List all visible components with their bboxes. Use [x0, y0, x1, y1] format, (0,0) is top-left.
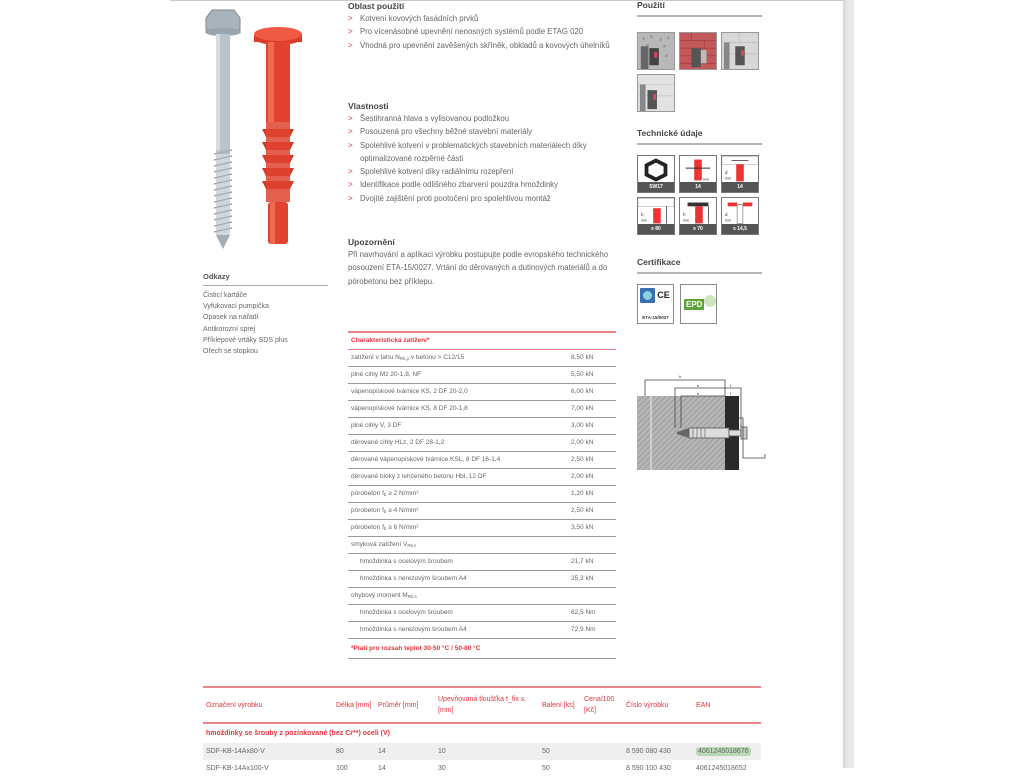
property-item: > Spolehlivé kotvení díky radiálnímu rozepření [348, 165, 618, 178]
table-row: SDF-KB-14Ax100-V 100 14 30 50 8 590 100 430 4061245018652 [206, 765, 747, 772]
svg-text:d: d [724, 212, 728, 218]
table-row: děrované bloky z lehčeného betonu Hbl, 12 DF 2,00 kN [348, 468, 616, 485]
related-link[interactable]: Antikorozní sprej [203, 325, 256, 333]
certification-title: Certifikace [637, 257, 762, 274]
related-link[interactable]: Opasek na nářadí [203, 314, 259, 322]
table-row: plné cihly Mz 20-1,8, NF 5,50 kN [348, 366, 616, 383]
table-row: hmoždinka s nerezovým šroubem A4 25,3 kN [348, 570, 616, 587]
drill-depth-icon: h mm ≥ 80 [637, 197, 675, 235]
eta-ce-certificate-icon: CE ETA-15/0027 [637, 284, 674, 324]
table-row: vápenopískové tvárnice KS, 8 DF 20-1,8 7,00 kN [348, 400, 616, 417]
related-link[interactable]: Příklepové vrtáky SDS plus [203, 336, 288, 344]
table-row: hmoždinka s nerezovým šroubem A4 72,9 Nm [348, 621, 616, 638]
table-row: SDF-KB-14Ax80-V 80 14 10 50 8 590 080 430 4061245018676 [203, 743, 761, 760]
svg-text:h: h [679, 374, 682, 379]
application-item: > Vhodná pro upevnění zavěšených skříněk, obkladů a kovových úhelníků [348, 39, 618, 52]
col-header-tfix: Upevňovaná tloušťka t_fix ≤ [mm] [435, 687, 539, 723]
related-links-section [203, 272, 328, 357]
right-column [637, 0, 762, 324]
application-item: > Kotvení kovových fasádních prvků [348, 12, 618, 25]
product-group-label: hmoždinky se šrouby z pozinkované (bez Cr**) oceli (V) [206, 730, 390, 737]
viewer-side-bar [843, 0, 854, 768]
related-link[interactable]: Vyfukovací pumpička [203, 303, 269, 311]
svg-text:d: d [724, 170, 728, 176]
limestone-usage-icon [721, 32, 759, 70]
svg-text:mm: mm [640, 218, 648, 223]
col-header-length: Délka [mm] [333, 687, 375, 723]
table-row: vápenopískové tvárnice KS, 2 DF 20-2,0 6,00 kN [348, 383, 616, 400]
table-row: pórobeton fb ≥ 4 N/mm² 2,50 kN [348, 502, 616, 519]
col-header-price: Cena/100 [Kč] [581, 687, 623, 723]
property-item: > Šestihranná hlava s vylisovanou podložkou [348, 112, 618, 125]
drill-diameter-icon: d mm 14 [721, 155, 759, 193]
property-item: > Dvojité zajištění proti pootočení pro spolehlivou montáž [348, 192, 618, 205]
svg-text:mm: mm [724, 176, 732, 181]
property-item: > Spolehlivé kotvení v problematických stavebních materiálech díky optimalizované rozpěrné části [348, 139, 618, 166]
product-image [198, 4, 328, 249]
property-item: > Posouzená pro všechny běžné stavební materiály [348, 125, 618, 138]
svg-text:h: h [697, 383, 700, 388]
related-link[interactable]: Čisticí kartáče [203, 292, 247, 299]
dowel-diameter-icon: mm 14 [679, 155, 717, 193]
table-row: pórobeton fb ≥ 2 N/mm² 1,20 kN [348, 485, 616, 502]
characteristic-loads-table [348, 331, 616, 659]
related-link[interactable]: Ořech se stopkou [203, 348, 258, 356]
loads-table-header: Charakteristická zatížení* [348, 332, 616, 349]
table-row: smyková zatížení VRk,s [348, 536, 616, 553]
installation-diagram [637, 368, 767, 473]
technical-data-title: Technické údaje [637, 128, 762, 145]
clearance-hole-icon: d mm ≤ 14,5 [721, 197, 759, 235]
property-item: > Identifikace podle odlišného zbarvení pouzdra hmoždinky [348, 178, 618, 191]
warning-text: Při navrhování a aplikaci výrobku postupujte podle evropského technického posouzení ETA-15/0027. Vrtání do děrovaných a dutinových materiálů a do pórobetonu bez příklepu. [348, 250, 609, 286]
col-header-number: Číslo výrobku [623, 687, 693, 723]
warning-title: Upozornění [348, 237, 395, 247]
svg-text:t: t [730, 391, 732, 396]
embedment-depth-icon: h mm ≥ 70 [679, 197, 717, 235]
usage-title: Použití [637, 0, 762, 17]
hollow-block-usage-icon [637, 74, 675, 112]
epd-certificate-icon: EPD [680, 284, 717, 324]
temperature-footnote: *Platí pro rozsah teplot 30-50 °C / 50-80 °C [348, 638, 616, 658]
svg-text:mm: mm [724, 218, 732, 223]
application-title: Oblast použití [348, 1, 405, 11]
table-row: plné cihly V, 3 DF 3,00 kN [348, 417, 616, 434]
brick-usage-icon [679, 32, 717, 70]
related-links-title: Odkazy [203, 272, 328, 286]
svg-text:t: t [730, 383, 732, 388]
table-row: hmoždinka s ocelovým šroubem 21,7 kN [348, 553, 616, 570]
hex-socket-icon: SW17 [637, 155, 675, 193]
col-header-ean: EAN [693, 687, 761, 723]
svg-text:h: h [640, 212, 644, 218]
ean-highlight[interactable]: 4061245018676 [698, 748, 749, 755]
svg-text:h: h [682, 212, 686, 218]
table-row: děrované cihly HLz, 2 DF 28-1,2 2,00 kN [348, 434, 616, 451]
properties-title: Vlastnosti [348, 101, 389, 111]
table-row: hmoždinka s ocelovým šroubem 62,5 Nm [348, 604, 616, 621]
product-table [203, 686, 761, 777]
table-row: zatížení v tahu NRk,p v betonu > C12/15 8,50 kN [348, 349, 616, 366]
application-item: > Pro vícenásobné upevnění nenosných systémů podle ETAG 020 [348, 25, 618, 38]
svg-text:h: h [697, 391, 700, 396]
concrete-usage-icon [637, 32, 675, 70]
svg-text:mm: mm [702, 177, 710, 182]
table-row: ohybový moment MRk,s [348, 587, 616, 604]
svg-text:mm: mm [682, 218, 690, 223]
col-header-designation: Označení výrobku [203, 687, 333, 723]
col-header-pack: Balení [ks] [539, 687, 581, 723]
table-row: pórobeton fb ≥ 6 N/mm² 3,50 kN [348, 519, 616, 536]
table-row: děrované vápenopískové tvárnice KSL, 8 DF 16-1,4 2,50 kN [348, 451, 616, 468]
col-header-diameter: Průměr [mm] [375, 687, 435, 723]
